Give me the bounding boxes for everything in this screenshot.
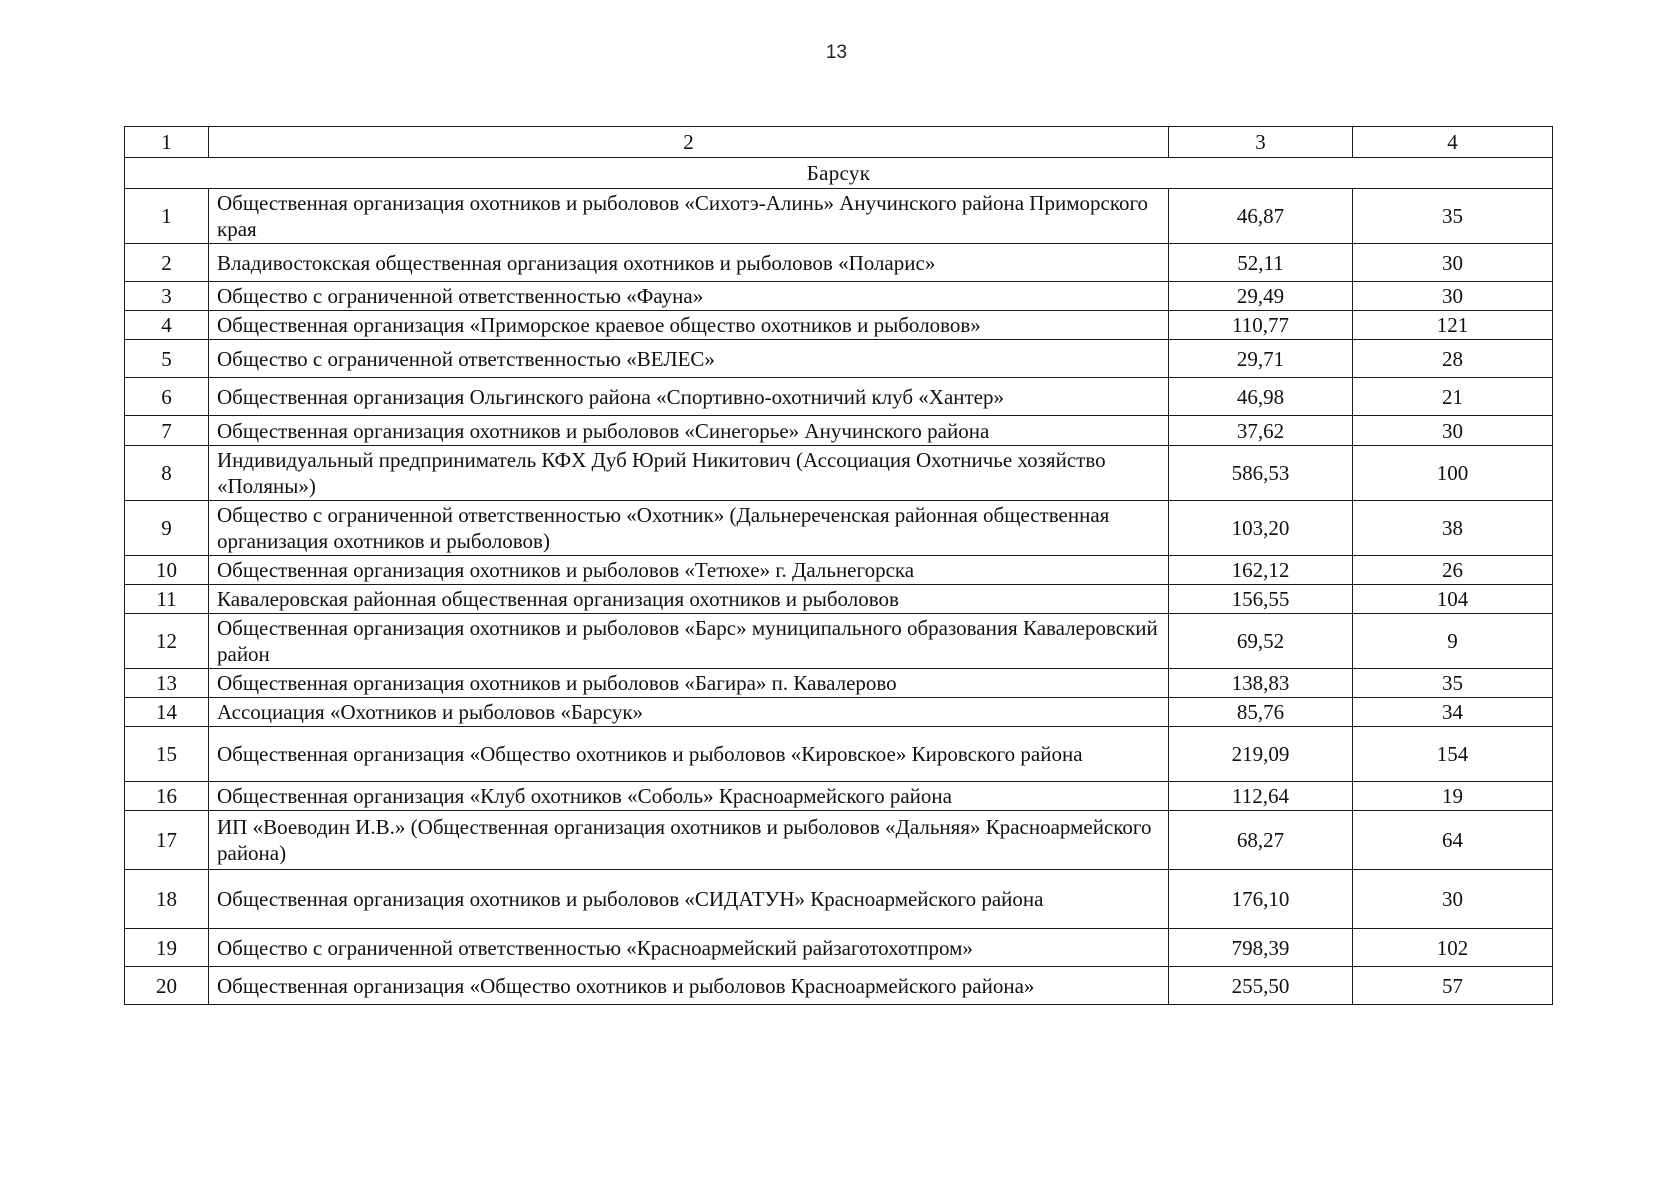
value-column-4: 9 xyxy=(1353,614,1553,669)
row-number: 11 xyxy=(125,585,209,614)
data-table xyxy=(124,126,1553,1005)
table-row xyxy=(125,282,1553,311)
value-column-4: 64 xyxy=(1353,811,1553,870)
table-row xyxy=(125,811,1553,870)
value-column-4: 28 xyxy=(1353,340,1553,378)
row-number: 4 xyxy=(125,311,209,340)
row-number: 6 xyxy=(125,378,209,416)
value-column-3: 37,62 xyxy=(1169,416,1353,446)
value-column-4: 154 xyxy=(1353,727,1553,782)
table-row xyxy=(125,929,1553,967)
organization-name: Общество с ограниченной ответственностью «Охотник» (Дальнереченская районная общественная организация охотников и рыболовов) xyxy=(209,501,1169,556)
organization-name: Кавалеровская районная общественная организация охотников и рыболовов xyxy=(209,585,1169,614)
page-number: 13 xyxy=(825,42,848,63)
column-header-1: 1 xyxy=(125,127,209,158)
table-row xyxy=(125,727,1553,782)
organization-name: Общественная организация охотников и рыболовов «Барс» муниципального образования Кавалеровский район xyxy=(209,614,1169,669)
table-row xyxy=(125,782,1553,811)
row-number: 10 xyxy=(125,556,209,585)
table-row xyxy=(125,378,1553,416)
table-row xyxy=(125,446,1553,501)
organization-name: Общество с ограниченной ответственностью «ВЕЛЕС» xyxy=(209,340,1169,378)
organization-name: Владивостокская общественная организация охотников и рыболовов «Поларис» xyxy=(209,244,1169,282)
organization-name: Общественная организация охотников и рыболовов «СИДАТУН» Красноармейского района xyxy=(209,870,1169,929)
value-column-3: 176,10 xyxy=(1169,870,1353,929)
value-column-4: 35 xyxy=(1353,189,1553,244)
organization-name: Общественная организация «Общество охотников и рыболовов Красноармейского района» xyxy=(209,967,1169,1005)
row-number: 16 xyxy=(125,782,209,811)
value-column-3: 110,77 xyxy=(1169,311,1353,340)
table-row xyxy=(125,585,1553,614)
organization-name: Общественная организация охотников и рыболовов «Синегорье» Анучинского района xyxy=(209,416,1169,446)
value-column-3: 156,55 xyxy=(1169,585,1353,614)
value-column-3: 85,76 xyxy=(1169,698,1353,727)
table-row xyxy=(125,698,1553,727)
table-row xyxy=(125,556,1553,585)
organization-name: Общественная организация «Клуб охотников «Соболь» Красноармейского района xyxy=(209,782,1169,811)
value-column-3: 586,53 xyxy=(1169,446,1353,501)
table-row xyxy=(125,189,1553,244)
row-number: 9 xyxy=(125,501,209,556)
table-row xyxy=(125,614,1553,669)
value-column-3: 52,11 xyxy=(1169,244,1353,282)
value-column-3: 255,50 xyxy=(1169,967,1353,1005)
value-column-4: 30 xyxy=(1353,870,1553,929)
row-number: 5 xyxy=(125,340,209,378)
section-row xyxy=(125,158,1553,189)
table-row xyxy=(125,340,1553,378)
value-column-4: 102 xyxy=(1353,929,1553,967)
table-row xyxy=(125,870,1553,929)
value-column-4: 30 xyxy=(1353,282,1553,311)
value-column-4: 57 xyxy=(1353,967,1553,1005)
value-column-4: 26 xyxy=(1353,556,1553,585)
value-column-3: 29,49 xyxy=(1169,282,1353,311)
value-column-3: 69,52 xyxy=(1169,614,1353,669)
value-column-3: 103,20 xyxy=(1169,501,1353,556)
organization-name: Ассоциация «Охотников и рыболовов «Барсук» xyxy=(209,698,1169,727)
column-header-3: 3 xyxy=(1169,127,1353,158)
row-number: 8 xyxy=(125,446,209,501)
row-number: 1 xyxy=(125,189,209,244)
row-number: 3 xyxy=(125,282,209,311)
table-row xyxy=(125,501,1553,556)
organization-name: Общественная организация охотников и рыболовов «Багира» п. Кавалерово xyxy=(209,669,1169,698)
organization-name: Общество с ограниченной ответственностью «Красноармейский райзаготохотпром» xyxy=(209,929,1169,967)
value-column-4: 104 xyxy=(1353,585,1553,614)
value-column-3: 46,98 xyxy=(1169,378,1353,416)
organization-name: Общественная организация охотников и рыболовов «Сихотэ-Алинь» Анучинского района Приморского края xyxy=(209,189,1169,244)
value-column-4: 19 xyxy=(1353,782,1553,811)
value-column-3: 162,12 xyxy=(1169,556,1353,585)
column-header-2: 2 xyxy=(209,127,1169,158)
table-row xyxy=(125,669,1553,698)
row-number: 14 xyxy=(125,698,209,727)
table-row xyxy=(125,967,1553,1005)
row-number: 13 xyxy=(125,669,209,698)
row-number: 17 xyxy=(125,811,209,870)
value-column-3: 219,09 xyxy=(1169,727,1353,782)
value-column-4: 121 xyxy=(1353,311,1553,340)
organization-name: Общественная организация «Общество охотников и рыболовов «Кировское» Кировского района xyxy=(209,727,1169,782)
value-column-3: 798,39 xyxy=(1169,929,1353,967)
table-row xyxy=(125,311,1553,340)
row-number: 7 xyxy=(125,416,209,446)
table-row xyxy=(125,244,1553,282)
organization-name: Индивидуальный предприниматель КФХ Дуб Юрий Никитович (Ассоциация Охотничье хозяйство «Поляны») xyxy=(209,446,1169,501)
value-column-4: 30 xyxy=(1353,416,1553,446)
table-row xyxy=(125,416,1553,446)
row-number: 15 xyxy=(125,727,209,782)
organization-name: Общественная организация охотников и рыболовов «Тетюхе» г. Дальнегорска xyxy=(209,556,1169,585)
value-column-3: 138,83 xyxy=(1169,669,1353,698)
row-number: 12 xyxy=(125,614,209,669)
value-column-3: 29,71 xyxy=(1169,340,1353,378)
column-header-4: 4 xyxy=(1353,127,1553,158)
value-column-3: 112,64 xyxy=(1169,782,1353,811)
value-column-4: 35 xyxy=(1353,669,1553,698)
value-column-4: 38 xyxy=(1353,501,1553,556)
value-column-3: 46,87 xyxy=(1169,189,1353,244)
row-number: 20 xyxy=(125,967,209,1005)
organization-name: Общественная организация «Приморское краевое общество охотников и рыболовов» xyxy=(209,311,1169,340)
organization-name: Общество с ограниченной ответственностью «Фауна» xyxy=(209,282,1169,311)
row-number: 19 xyxy=(125,929,209,967)
row-number: 2 xyxy=(125,244,209,282)
section-title: Барсук xyxy=(125,158,1553,189)
value-column-4: 21 xyxy=(1353,378,1553,416)
organization-name: Общественная организация Ольгинского района «Спортивно-охотничий клуб «Хантер» xyxy=(209,378,1169,416)
value-column-3: 68,27 xyxy=(1169,811,1353,870)
organization-name: ИП «Воеводин И.В.» (Общественная организация охотников и рыболовов «Дальняя» Красноармейского района) xyxy=(209,811,1169,870)
row-number: 18 xyxy=(125,870,209,929)
value-column-4: 100 xyxy=(1353,446,1553,501)
value-column-4: 30 xyxy=(1353,244,1553,282)
header-row xyxy=(125,127,1553,158)
value-column-4: 34 xyxy=(1353,698,1553,727)
